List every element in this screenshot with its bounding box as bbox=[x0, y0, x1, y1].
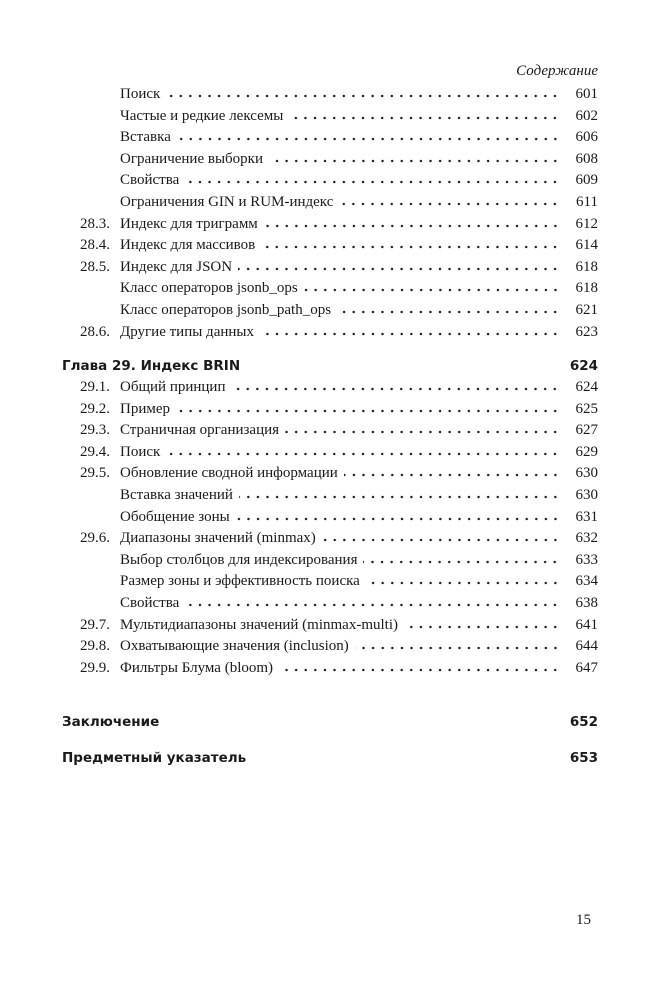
entry-title: Индекс для JSON bbox=[120, 258, 233, 275]
entry-title: Другие типы данных bbox=[120, 323, 254, 340]
dot-leader bbox=[289, 116, 560, 120]
entry-number: 29.8. bbox=[80, 638, 110, 655]
entry-title: Обновление сводной информации bbox=[120, 465, 338, 482]
entry-title: Индекс для триграмм bbox=[120, 215, 258, 232]
entry-number: 28.3. bbox=[80, 215, 110, 232]
toc-entry[interactable] bbox=[62, 84, 598, 106]
conclusion-title: Заключение bbox=[62, 714, 160, 730]
dot-leader bbox=[260, 332, 560, 336]
dot-leader bbox=[304, 288, 560, 292]
entry-title: Свойства bbox=[120, 594, 180, 611]
entry-title: Диапазоны значений (minmax) bbox=[120, 530, 316, 547]
dot-leader bbox=[404, 625, 560, 629]
chapter-title: Глава 29. Индекс BRIN bbox=[62, 358, 241, 374]
entry-page: 614 bbox=[575, 237, 598, 254]
toc-entry[interactable] bbox=[62, 106, 598, 128]
entry-title: Класс операторов jsonb_path_ops bbox=[120, 301, 332, 318]
entry-page: 618 bbox=[575, 258, 598, 275]
toc-entry[interactable] bbox=[62, 615, 598, 637]
running-head: Содержание bbox=[516, 63, 598, 79]
entry-page: 625 bbox=[575, 400, 598, 417]
entry-title: Общий принцип bbox=[120, 379, 226, 395]
toc-entry[interactable] bbox=[62, 322, 598, 344]
toc-entry[interactable] bbox=[62, 300, 598, 322]
toc-section-29 bbox=[62, 377, 598, 679]
dot-leader bbox=[166, 452, 560, 456]
entry-title: Поиск bbox=[120, 443, 161, 460]
entry-page: 618 bbox=[575, 280, 598, 297]
toc-entry[interactable] bbox=[62, 399, 598, 421]
toc-entry[interactable] bbox=[62, 485, 598, 507]
dot-leader bbox=[339, 202, 560, 206]
entry-title: Частые и редкие лексемы bbox=[120, 107, 284, 124]
toc-entry[interactable] bbox=[62, 463, 598, 485]
toc-entry[interactable] bbox=[62, 528, 598, 550]
entry-page: 612 bbox=[575, 215, 598, 232]
entry-page: 601 bbox=[575, 86, 598, 102]
entry-page: 641 bbox=[575, 616, 598, 633]
toc-entry[interactable] bbox=[62, 507, 598, 529]
entry-page: 644 bbox=[575, 638, 598, 655]
entry-title: Фильтры Блума (bloom) bbox=[120, 659, 274, 676]
entry-title: Охватывающие значения (inclusion) bbox=[120, 638, 349, 655]
entry-page: 623 bbox=[575, 323, 598, 340]
conclusion-page: 652 bbox=[569, 714, 598, 730]
entry-title: Поиск bbox=[120, 86, 161, 102]
entry-title: Мультидиапазоны значений (minmax-multi) bbox=[120, 616, 398, 633]
entry-title: Вставка bbox=[120, 129, 171, 146]
entry-page: 630 bbox=[575, 465, 598, 482]
index-title: Предметный указатель bbox=[62, 750, 247, 766]
entry-title: Страничная организация bbox=[120, 422, 280, 439]
entry-number: 28.6. bbox=[80, 323, 110, 340]
entry-number: 29.9. bbox=[80, 659, 110, 676]
dot-leader bbox=[355, 646, 560, 650]
dot-leader bbox=[344, 473, 560, 477]
dot-leader bbox=[185, 603, 560, 607]
toc-entry[interactable] bbox=[62, 257, 598, 279]
dot-leader bbox=[177, 137, 560, 141]
entry-number: 29.7. bbox=[80, 616, 110, 633]
toc-entry[interactable] bbox=[62, 278, 598, 300]
entry-page: 606 bbox=[575, 129, 598, 146]
entry-number: 28.5. bbox=[80, 258, 110, 275]
entry-page: 621 bbox=[575, 301, 598, 318]
entry-title: Класс операторов jsonb_ops bbox=[120, 280, 298, 297]
entry-title: Ограничение выборки bbox=[120, 150, 263, 167]
toc-entry[interactable] bbox=[62, 149, 598, 171]
chapter-29-heading[interactable] bbox=[62, 355, 598, 377]
dot-leader bbox=[231, 387, 560, 391]
entry-title: Вставка значений bbox=[120, 486, 233, 503]
dot-leader bbox=[261, 245, 560, 249]
dot-leader bbox=[337, 310, 560, 314]
dot-leader bbox=[264, 224, 560, 228]
toc-entry[interactable] bbox=[62, 235, 598, 257]
dot-leader bbox=[176, 409, 560, 413]
dot-leader bbox=[236, 517, 560, 521]
entry-title: Ограничения GIN и RUM-индекс bbox=[120, 193, 334, 210]
dot-leader bbox=[322, 538, 560, 542]
entry-number: 29.1. bbox=[80, 379, 110, 395]
toc-section-28 bbox=[62, 84, 598, 343]
entry-page: 611 bbox=[576, 193, 598, 210]
toc-entry[interactable] bbox=[62, 170, 598, 192]
entry-title: Индекс для массивов bbox=[120, 237, 256, 254]
entry-number: 29.4. bbox=[80, 443, 110, 460]
dot-leader bbox=[269, 159, 560, 163]
toc-entry[interactable] bbox=[62, 571, 598, 593]
toc-entry[interactable] bbox=[62, 377, 598, 399]
dot-leader bbox=[185, 180, 560, 184]
dot-leader bbox=[166, 94, 560, 98]
dot-leader bbox=[363, 560, 560, 564]
toc-entry[interactable] bbox=[62, 636, 598, 658]
toc-entry[interactable] bbox=[62, 550, 598, 572]
toc-entry[interactable] bbox=[62, 214, 598, 236]
entry-title: Выбор столбцов для индексирования bbox=[120, 551, 358, 568]
index-entry[interactable] bbox=[62, 747, 598, 769]
toc-entry[interactable] bbox=[62, 593, 598, 615]
entry-page: 633 bbox=[575, 551, 598, 568]
entry-title: Размер зоны и эффективность поиска bbox=[120, 573, 360, 590]
entry-number: 29.3. bbox=[80, 422, 110, 439]
entry-title: Свойства bbox=[120, 172, 180, 189]
entry-page: 624 bbox=[575, 379, 598, 395]
toc-entry[interactable] bbox=[62, 192, 598, 214]
entry-page: 647 bbox=[575, 659, 598, 676]
dot-leader bbox=[239, 495, 560, 499]
entry-page: 634 bbox=[575, 573, 598, 590]
index-page: 653 bbox=[569, 750, 598, 766]
page-number: 15 bbox=[576, 912, 591, 928]
entry-page: 638 bbox=[575, 594, 598, 611]
dot-leader bbox=[285, 430, 560, 434]
chapter-page: 624 bbox=[569, 358, 598, 374]
entry-number: 29.6. bbox=[80, 530, 110, 547]
entry-page: 602 bbox=[575, 107, 598, 124]
dot-leader bbox=[279, 668, 560, 672]
entry-number: 29.2. bbox=[80, 400, 110, 417]
entry-number: 28.4. bbox=[80, 237, 110, 254]
toc-entry[interactable] bbox=[62, 442, 598, 464]
entry-title: Обобщение зоны bbox=[120, 508, 230, 525]
dot-leader bbox=[238, 267, 560, 271]
entry-page: 631 bbox=[575, 508, 598, 525]
entry-page: 632 bbox=[575, 530, 598, 547]
entry-page: 630 bbox=[575, 486, 598, 503]
entry-page: 609 bbox=[575, 172, 598, 189]
toc-entry[interactable] bbox=[62, 420, 598, 442]
entry-title: Пример bbox=[120, 400, 171, 417]
toc-entry[interactable] bbox=[62, 127, 598, 149]
entry-page: 629 bbox=[575, 443, 598, 460]
entry-page: 627 bbox=[575, 422, 598, 439]
toc-entry[interactable] bbox=[62, 658, 598, 680]
dot-leader bbox=[366, 581, 560, 585]
entry-page: 608 bbox=[575, 150, 598, 167]
conclusion-entry[interactable] bbox=[62, 711, 598, 733]
entry-number: 29.5. bbox=[80, 465, 110, 482]
